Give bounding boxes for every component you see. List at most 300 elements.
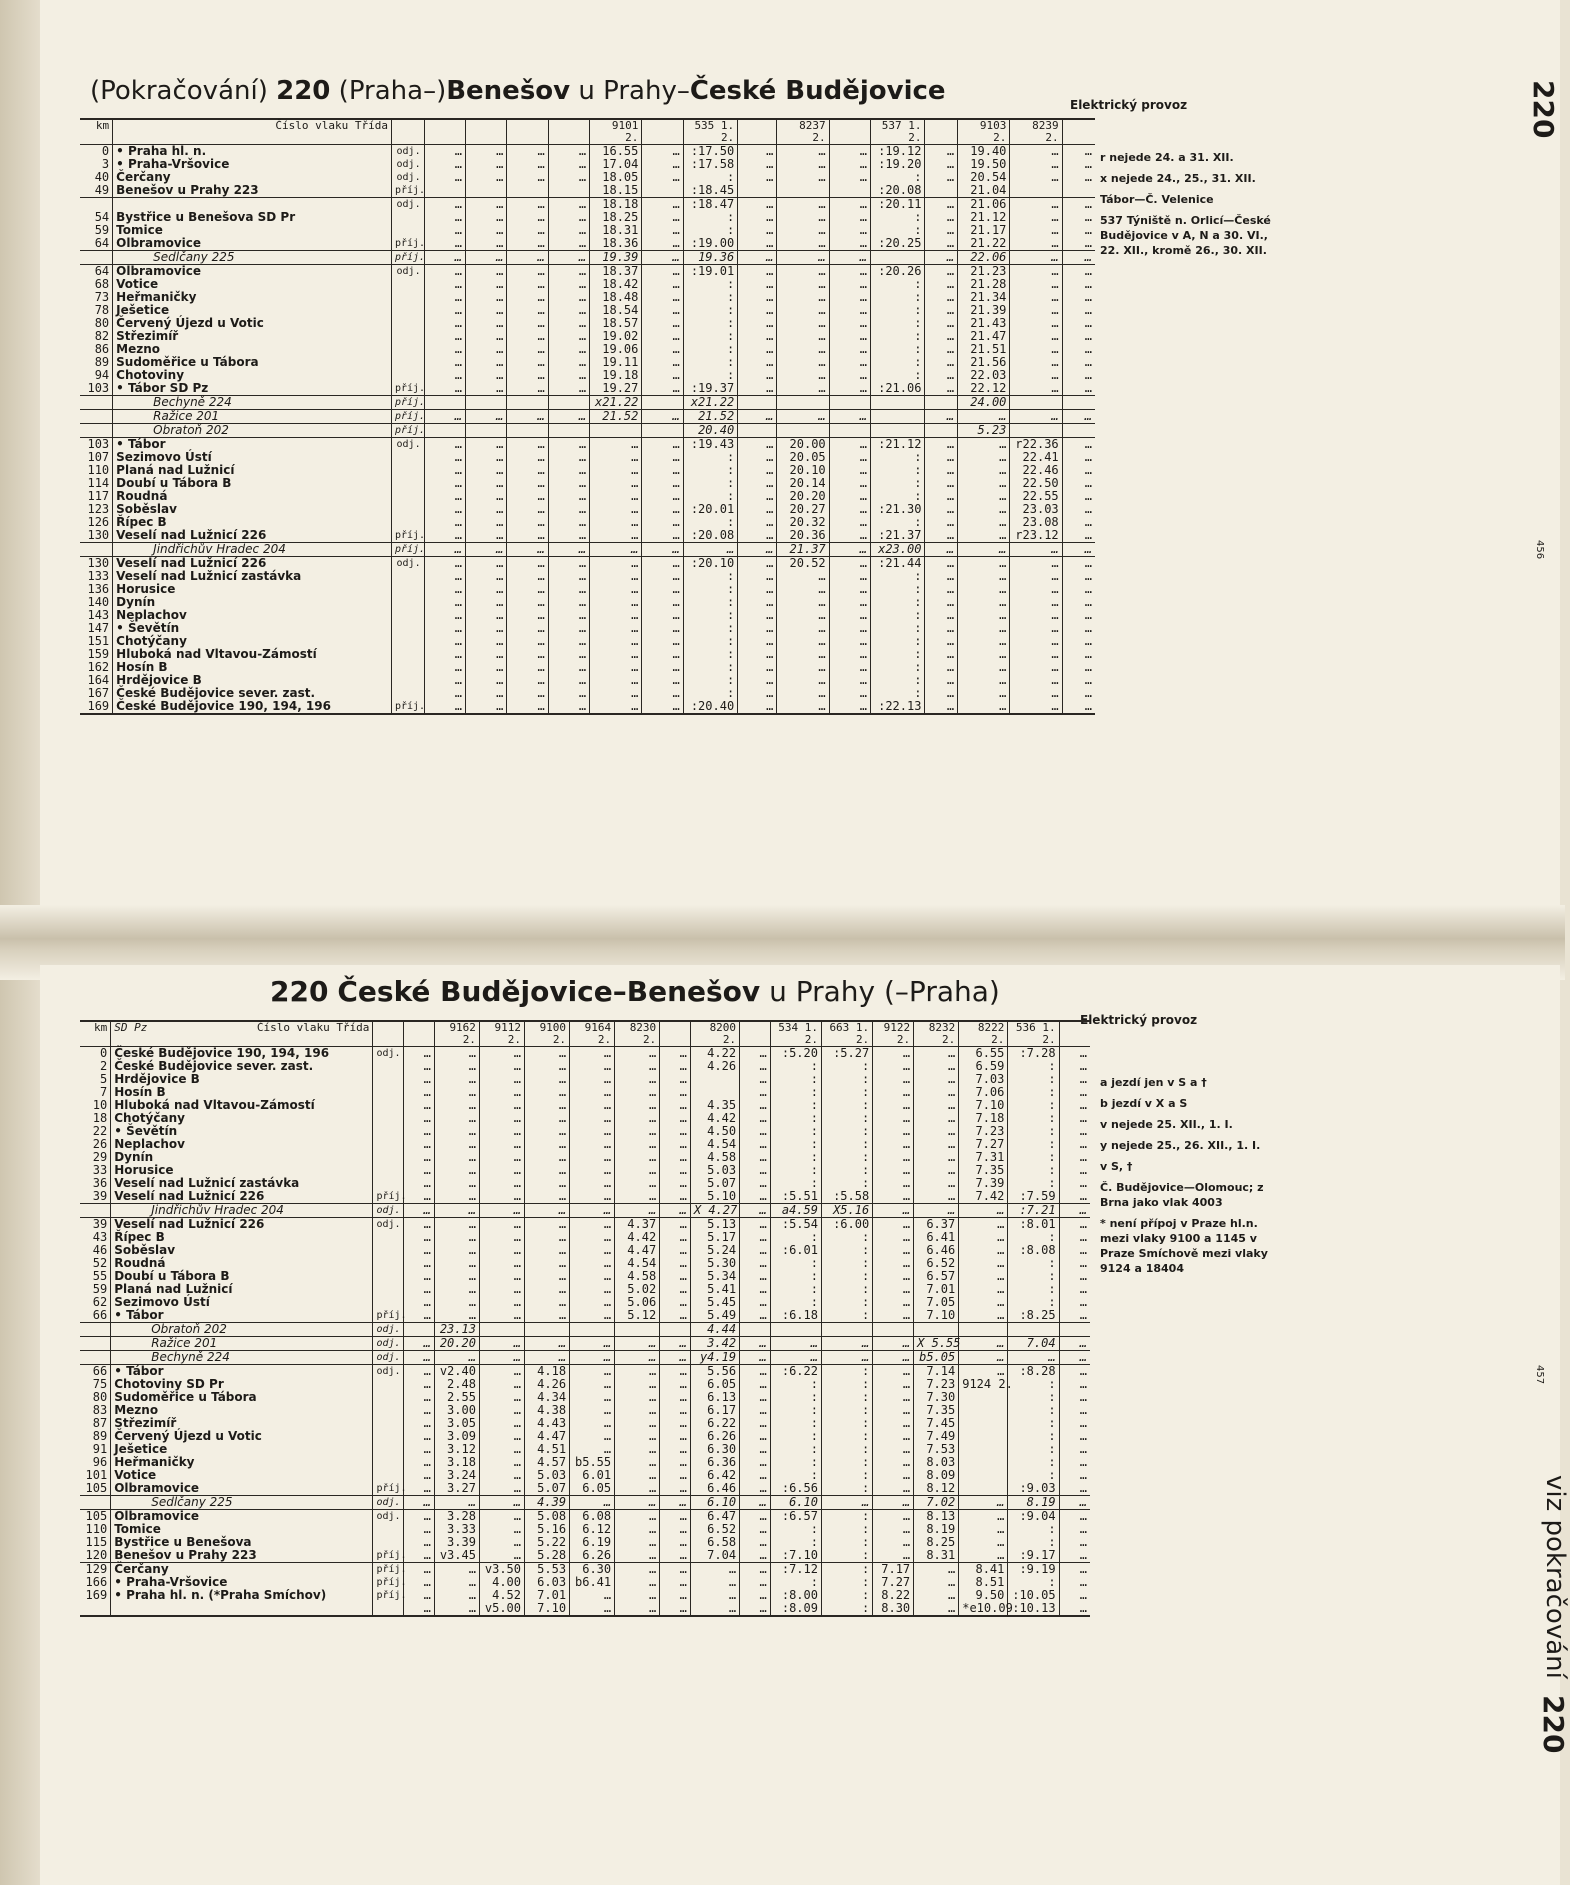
time-cell: … bbox=[404, 1125, 435, 1138]
time-cell: … bbox=[548, 158, 589, 171]
time-cell: … bbox=[738, 278, 777, 291]
page-title-top bbox=[90, 76, 946, 106]
time-cell: … bbox=[424, 382, 465, 396]
arr-dep-marker bbox=[391, 369, 424, 382]
footnote: * není přípoj v Praze hl.n. mezi vlaky 9100 a 1145 v Praze Smíchově mezi vlaky 9124 a 18404 bbox=[1100, 1217, 1268, 1275]
time-cell: x21.22 bbox=[683, 396, 737, 410]
time-cell: 7.10 bbox=[914, 1309, 959, 1323]
time-cell: … bbox=[465, 596, 506, 609]
time-cell: : bbox=[821, 1589, 872, 1602]
time-cell: :7.10 bbox=[770, 1549, 821, 1563]
time-cell: 5.28 bbox=[525, 1549, 570, 1563]
time-cell: :8.08 bbox=[1008, 1244, 1059, 1257]
arr-dep-marker: odj. bbox=[391, 171, 424, 184]
time-cell: … bbox=[404, 1218, 435, 1232]
time-cell: … bbox=[873, 1231, 914, 1244]
time-cell: … bbox=[1010, 382, 1062, 396]
time-cell: … bbox=[660, 1536, 691, 1549]
station-name: Obratoň 202 bbox=[111, 1323, 373, 1337]
km-value: 115 bbox=[85, 1535, 108, 1549]
km-value bbox=[80, 396, 113, 410]
time-cell: 4.47 bbox=[615, 1244, 660, 1257]
header-train-label bbox=[111, 1021, 373, 1047]
time-cell: … bbox=[479, 1365, 524, 1379]
time-cell: … bbox=[434, 1060, 479, 1073]
time-cell: … bbox=[424, 278, 465, 291]
time-cell: … bbox=[1059, 1218, 1090, 1232]
time-cell: : bbox=[770, 1430, 821, 1443]
station-name: Olbramovice bbox=[113, 265, 392, 279]
arr-dep-marker bbox=[391, 661, 424, 674]
train-number: 663 1. 2. bbox=[821, 1021, 872, 1047]
arr-dep-marker bbox=[391, 291, 424, 304]
time-cell: : bbox=[683, 369, 737, 382]
time-cell: … bbox=[873, 1365, 914, 1379]
time-cell: … bbox=[925, 570, 958, 583]
time-cell: … bbox=[404, 1060, 435, 1073]
time-cell: : bbox=[821, 1138, 872, 1151]
time-cell: 6.30 bbox=[690, 1443, 739, 1456]
time-cell: : bbox=[1008, 1443, 1059, 1456]
time-cell: … bbox=[777, 304, 829, 317]
time-cell: … bbox=[1059, 1523, 1090, 1536]
station-row bbox=[80, 1365, 1090, 1379]
time-cell: : bbox=[770, 1257, 821, 1270]
time-cell: … bbox=[465, 700, 506, 714]
time-cell: … bbox=[1062, 477, 1095, 490]
time-cell: … bbox=[829, 198, 870, 212]
time-cell: : bbox=[1008, 1456, 1059, 1469]
time-cell: … bbox=[507, 674, 548, 687]
time-cell: … bbox=[548, 543, 589, 557]
time-cell bbox=[871, 251, 925, 265]
time-cell: … bbox=[570, 1047, 615, 1061]
time-cell: … bbox=[1010, 635, 1062, 648]
time-cell: … bbox=[507, 198, 548, 212]
time-cell: 7.03 bbox=[959, 1073, 1008, 1086]
time-cell: … bbox=[829, 343, 870, 356]
arr-dep-marker bbox=[373, 1073, 404, 1086]
time-cell: … bbox=[873, 1270, 914, 1283]
time-cell bbox=[507, 424, 548, 438]
time-cell: … bbox=[958, 410, 1010, 424]
time-cell: x21.22 bbox=[590, 396, 642, 410]
time-cell: … bbox=[465, 158, 506, 171]
time-cell: : bbox=[821, 1602, 872, 1616]
time-cell: : bbox=[821, 1086, 872, 1099]
time-cell: 3.09 bbox=[434, 1430, 479, 1443]
time-cell: … bbox=[570, 1378, 615, 1391]
km-value: 143 bbox=[87, 608, 110, 622]
time-cell: … bbox=[740, 1138, 771, 1151]
arr-dep-marker bbox=[391, 503, 424, 516]
time-cell: … bbox=[404, 1482, 435, 1496]
time-cell: : bbox=[871, 211, 925, 224]
time-cell: … bbox=[873, 1417, 914, 1430]
time-cell: :20.40 bbox=[683, 700, 737, 714]
station-name: Chotýčany bbox=[113, 635, 392, 648]
time-cell: … bbox=[479, 1244, 524, 1257]
station-row bbox=[80, 570, 1095, 583]
time-cell: … bbox=[404, 1164, 435, 1177]
time-cell: … bbox=[1010, 251, 1062, 265]
time-cell: … bbox=[738, 410, 777, 424]
km-value: 96 bbox=[92, 1455, 108, 1469]
time-cell: … bbox=[660, 1510, 691, 1524]
km-value: 5 bbox=[99, 1072, 108, 1086]
time-cell: … bbox=[959, 1510, 1008, 1524]
time-cell: … bbox=[548, 145, 589, 159]
time-cell bbox=[1010, 396, 1062, 410]
time-cell: … bbox=[615, 1549, 660, 1563]
time-cell: … bbox=[404, 1351, 435, 1365]
arr-dep-marker: příj. bbox=[373, 1576, 404, 1589]
time-cell: … bbox=[1062, 278, 1095, 291]
time-cell: … bbox=[873, 1296, 914, 1309]
arr-dep-marker bbox=[391, 674, 424, 687]
time-cell: 5.56 bbox=[690, 1365, 739, 1379]
arr-dep-marker bbox=[373, 1296, 404, 1309]
footnote: Tábor—Č. Velenice bbox=[1100, 193, 1214, 206]
station-name: • Tábor bbox=[111, 1309, 373, 1323]
time-cell: 18.05 bbox=[590, 171, 642, 184]
time-cell: 21.22 bbox=[958, 237, 1010, 251]
time-cell: … bbox=[740, 1417, 771, 1430]
time-cell: … bbox=[570, 1257, 615, 1270]
route-part-a: České Budějovice–Benešov bbox=[337, 975, 761, 1008]
station-row bbox=[80, 1151, 1090, 1164]
train-number bbox=[1059, 1021, 1090, 1047]
km-value: 66 bbox=[92, 1308, 108, 1322]
time-cell: :19.12 bbox=[871, 145, 925, 159]
time-cell: … bbox=[404, 1510, 435, 1524]
time-cell: … bbox=[642, 622, 683, 635]
time-cell: … bbox=[525, 1337, 570, 1351]
time-cell: : bbox=[683, 635, 737, 648]
time-cell: 19.11 bbox=[590, 356, 642, 369]
time-cell: 4.51 bbox=[525, 1443, 570, 1456]
time-cell: … bbox=[1062, 211, 1095, 224]
time-cell: … bbox=[1062, 557, 1095, 571]
time-cell bbox=[925, 424, 958, 438]
station-name: Benešov u Prahy 223 bbox=[111, 1549, 373, 1563]
time-cell: … bbox=[959, 1549, 1008, 1563]
station-row bbox=[80, 700, 1095, 714]
time-cell: … bbox=[1010, 330, 1062, 343]
time-cell: b5.55 bbox=[570, 1456, 615, 1469]
time-cell: … bbox=[959, 1351, 1008, 1365]
station-name: Tomice bbox=[111, 1523, 373, 1536]
time-cell: : bbox=[821, 1296, 872, 1309]
header-sd-pz: SD Pz bbox=[114, 1021, 148, 1034]
time-cell: … bbox=[1059, 1456, 1090, 1469]
station-name: České Budějovice 190, 194, 196 bbox=[111, 1047, 373, 1061]
time-cell: … bbox=[1062, 687, 1095, 700]
time-cell: … bbox=[959, 1244, 1008, 1257]
time-cell: … bbox=[507, 145, 548, 159]
time-cell: … bbox=[914, 1589, 959, 1602]
time-cell bbox=[777, 424, 829, 438]
station-name: Bechyně 224 bbox=[111, 1351, 373, 1365]
time-cell: :21.06 bbox=[871, 382, 925, 396]
time-cell: … bbox=[740, 1125, 771, 1138]
header-train-number-class: Číslo vlaku Třída bbox=[275, 119, 388, 132]
km-value: 10 bbox=[92, 1098, 108, 1112]
time-cell: … bbox=[959, 1496, 1008, 1510]
km-value: 169 bbox=[80, 700, 113, 714]
time-cell: … bbox=[958, 596, 1010, 609]
time-cell bbox=[871, 410, 925, 424]
time-cell: … bbox=[615, 1125, 660, 1138]
time-cell: 7.04 bbox=[690, 1549, 739, 1563]
time-cell: … bbox=[740, 1296, 771, 1309]
time-cell: … bbox=[740, 1283, 771, 1296]
km-value: 49 bbox=[94, 183, 110, 197]
station-row bbox=[80, 382, 1095, 396]
time-cell: … bbox=[958, 700, 1010, 714]
km-value: 167 bbox=[87, 686, 110, 700]
station-name: Neplachov bbox=[113, 609, 392, 622]
time-cell: … bbox=[777, 635, 829, 648]
time-cell: … bbox=[404, 1177, 435, 1190]
time-cell: : bbox=[821, 1378, 872, 1391]
time-cell: … bbox=[615, 1112, 660, 1125]
time-cell: … bbox=[424, 251, 465, 265]
time-cell: 5.02 bbox=[615, 1283, 660, 1296]
time-cell: … bbox=[548, 661, 589, 674]
time-cell: … bbox=[479, 1218, 524, 1232]
km-value: 40 bbox=[94, 170, 110, 184]
time-cell: :20.26 bbox=[871, 265, 925, 279]
time-cell: … bbox=[590, 674, 642, 687]
time-cell: … bbox=[958, 490, 1010, 503]
station-name: Chotoviny bbox=[113, 369, 392, 382]
time-cell: … bbox=[404, 1138, 435, 1151]
time-cell: … bbox=[1062, 171, 1095, 184]
time-cell: … bbox=[738, 609, 777, 622]
station-name: Jindřichův Hradec 204 bbox=[111, 1204, 373, 1218]
time-cell: 18.18 bbox=[590, 198, 642, 212]
station-row bbox=[80, 1510, 1090, 1524]
time-cell: :9.03 bbox=[1008, 1482, 1059, 1496]
time-cell: 6.19 bbox=[570, 1536, 615, 1549]
time-cell: … bbox=[548, 596, 589, 609]
footnote: v S, † bbox=[1100, 1160, 1133, 1173]
time-cell: 4.58 bbox=[615, 1270, 660, 1283]
time-cell: … bbox=[642, 516, 683, 529]
km-value: 159 bbox=[87, 647, 110, 661]
time-cell bbox=[959, 1469, 1008, 1482]
time-cell: … bbox=[1062, 291, 1095, 304]
time-cell: … bbox=[615, 1351, 660, 1365]
time-cell: … bbox=[660, 1138, 691, 1151]
time-cell: : bbox=[770, 1125, 821, 1138]
station-row bbox=[80, 1309, 1090, 1323]
km-value: 43 bbox=[92, 1230, 108, 1244]
time-cell: :7.21 bbox=[1008, 1204, 1059, 1218]
time-cell: … bbox=[507, 438, 548, 452]
time-cell: 19.18 bbox=[590, 369, 642, 382]
time-cell bbox=[570, 1323, 615, 1337]
time-cell: … bbox=[740, 1456, 771, 1469]
train-number bbox=[660, 1021, 691, 1047]
electric-service-label: Elektrický provoz bbox=[1070, 98, 1188, 112]
station-name: Olbramovice bbox=[113, 237, 392, 251]
time-cell: 19.36 bbox=[683, 251, 737, 265]
time-cell: : bbox=[821, 1257, 872, 1270]
time-cell: … bbox=[958, 674, 1010, 687]
time-cell: … bbox=[958, 583, 1010, 596]
time-cell: … bbox=[424, 557, 465, 571]
time-cell: … bbox=[642, 291, 683, 304]
time-cell: : bbox=[1008, 1177, 1059, 1190]
station-row bbox=[80, 529, 1095, 543]
time-cell: : bbox=[1008, 1270, 1059, 1283]
time-cell: … bbox=[615, 1443, 660, 1456]
timetable-number: 220 bbox=[276, 76, 331, 106]
time-cell: … bbox=[507, 382, 548, 396]
time-cell: … bbox=[642, 343, 683, 356]
station-row bbox=[80, 1047, 1090, 1061]
time-cell bbox=[959, 1417, 1008, 1430]
time-cell: : bbox=[1008, 1536, 1059, 1549]
time-cell: : bbox=[871, 648, 925, 661]
time-cell: … bbox=[1010, 557, 1062, 571]
time-cell bbox=[829, 424, 870, 438]
time-cell: … bbox=[548, 503, 589, 516]
time-cell: … bbox=[1010, 687, 1062, 700]
time-cell: … bbox=[690, 1576, 739, 1589]
time-cell: … bbox=[479, 1125, 524, 1138]
time-cell: 6.26 bbox=[570, 1549, 615, 1563]
time-cell: … bbox=[1062, 330, 1095, 343]
time-cell: … bbox=[507, 304, 548, 317]
time-cell: … bbox=[642, 369, 683, 382]
time-cell: … bbox=[424, 583, 465, 596]
time-cell: … bbox=[465, 609, 506, 622]
time-cell: 2.55 bbox=[434, 1391, 479, 1404]
time-cell: :6.56 bbox=[770, 1482, 821, 1496]
time-cell: 9124 2. bbox=[959, 1378, 1008, 1391]
time-cell: 6.42 bbox=[690, 1469, 739, 1482]
time-cell: … bbox=[1010, 171, 1062, 184]
time-cell: : bbox=[770, 1099, 821, 1112]
time-cell: … bbox=[660, 1576, 691, 1589]
time-cell: … bbox=[959, 1283, 1008, 1296]
time-cell: … bbox=[507, 343, 548, 356]
time-cell: … bbox=[958, 543, 1010, 557]
time-cell: : bbox=[683, 661, 737, 674]
time-cell: … bbox=[1010, 211, 1062, 224]
km-value: 26 bbox=[92, 1137, 108, 1151]
time-cell bbox=[507, 396, 548, 410]
time-cell: … bbox=[570, 1151, 615, 1164]
time-cell: … bbox=[914, 1204, 959, 1218]
time-cell: 21.52 bbox=[683, 410, 737, 424]
time-cell: … bbox=[873, 1496, 914, 1510]
time-cell bbox=[959, 1323, 1008, 1337]
folio-number: 456 bbox=[1534, 540, 1545, 560]
time-cell: … bbox=[465, 410, 506, 424]
time-cell: … bbox=[465, 516, 506, 529]
time-cell: … bbox=[959, 1523, 1008, 1536]
time-cell: … bbox=[914, 1563, 959, 1577]
station-name: Hosín B bbox=[113, 661, 392, 674]
time-cell: … bbox=[642, 529, 683, 543]
time-cell: … bbox=[525, 1231, 570, 1244]
time-cell: 4.47 bbox=[525, 1430, 570, 1443]
time-cell: … bbox=[914, 1576, 959, 1589]
time-cell: … bbox=[925, 438, 958, 452]
train-number: 8237 2. bbox=[777, 119, 829, 145]
time-cell: : bbox=[770, 1404, 821, 1417]
time-cell: 19.40 bbox=[958, 145, 1010, 159]
time-cell: y4.19 bbox=[690, 1351, 739, 1365]
time-cell: … bbox=[690, 1589, 739, 1602]
train-number: 537 1. 2. bbox=[871, 119, 925, 145]
time-cell: … bbox=[479, 1099, 524, 1112]
time-cell: … bbox=[590, 583, 642, 596]
time-cell: … bbox=[1062, 198, 1095, 212]
time-cell: :17.50 bbox=[683, 145, 737, 159]
time-cell bbox=[424, 424, 465, 438]
time-cell: … bbox=[548, 687, 589, 700]
time-cell: … bbox=[777, 700, 829, 714]
time-cell: … bbox=[829, 158, 870, 171]
time-cell: … bbox=[525, 1047, 570, 1061]
time-cell: … bbox=[1062, 356, 1095, 369]
time-cell: 4.35 bbox=[690, 1099, 739, 1112]
time-cell: … bbox=[660, 1151, 691, 1164]
time-cell: 7.23 bbox=[959, 1125, 1008, 1138]
time-cell: … bbox=[548, 211, 589, 224]
arr-dep-marker: příj. bbox=[391, 396, 424, 410]
time-cell: : bbox=[683, 583, 737, 596]
station-row bbox=[80, 1060, 1090, 1073]
time-cell: … bbox=[642, 583, 683, 596]
train-number: 536 1. 2. bbox=[1008, 1021, 1059, 1047]
time-cell bbox=[507, 184, 548, 198]
time-cell: … bbox=[1059, 1536, 1090, 1549]
timetable-top bbox=[80, 118, 1095, 715]
time-cell: … bbox=[829, 609, 870, 622]
time-cell: … bbox=[404, 1430, 435, 1443]
time-cell: : bbox=[1008, 1576, 1059, 1589]
time-cell: a4.59 bbox=[770, 1204, 821, 1218]
time-cell: … bbox=[507, 503, 548, 516]
arr-dep-marker: příj. bbox=[373, 1549, 404, 1563]
time-cell: … bbox=[548, 291, 589, 304]
time-cell: :6.57 bbox=[770, 1510, 821, 1524]
time-cell: : bbox=[770, 1378, 821, 1391]
time-cell: … bbox=[548, 477, 589, 490]
time-cell: … bbox=[1010, 317, 1062, 330]
time-cell: … bbox=[873, 1151, 914, 1164]
table-header bbox=[80, 119, 1095, 145]
time-cell: … bbox=[1059, 1351, 1090, 1365]
time-cell: … bbox=[738, 356, 777, 369]
time-cell: … bbox=[958, 529, 1010, 543]
time-cell: … bbox=[1010, 609, 1062, 622]
time-cell: 7.14 bbox=[914, 1365, 959, 1379]
time-cell: 20.40 bbox=[683, 424, 737, 438]
time-cell: :19.00 bbox=[683, 237, 737, 251]
time-cell: … bbox=[1059, 1482, 1090, 1496]
station-name: Votice bbox=[111, 1469, 373, 1482]
time-cell: 4.52 bbox=[479, 1589, 524, 1602]
time-cell: … bbox=[434, 1296, 479, 1309]
time-cell: … bbox=[925, 211, 958, 224]
